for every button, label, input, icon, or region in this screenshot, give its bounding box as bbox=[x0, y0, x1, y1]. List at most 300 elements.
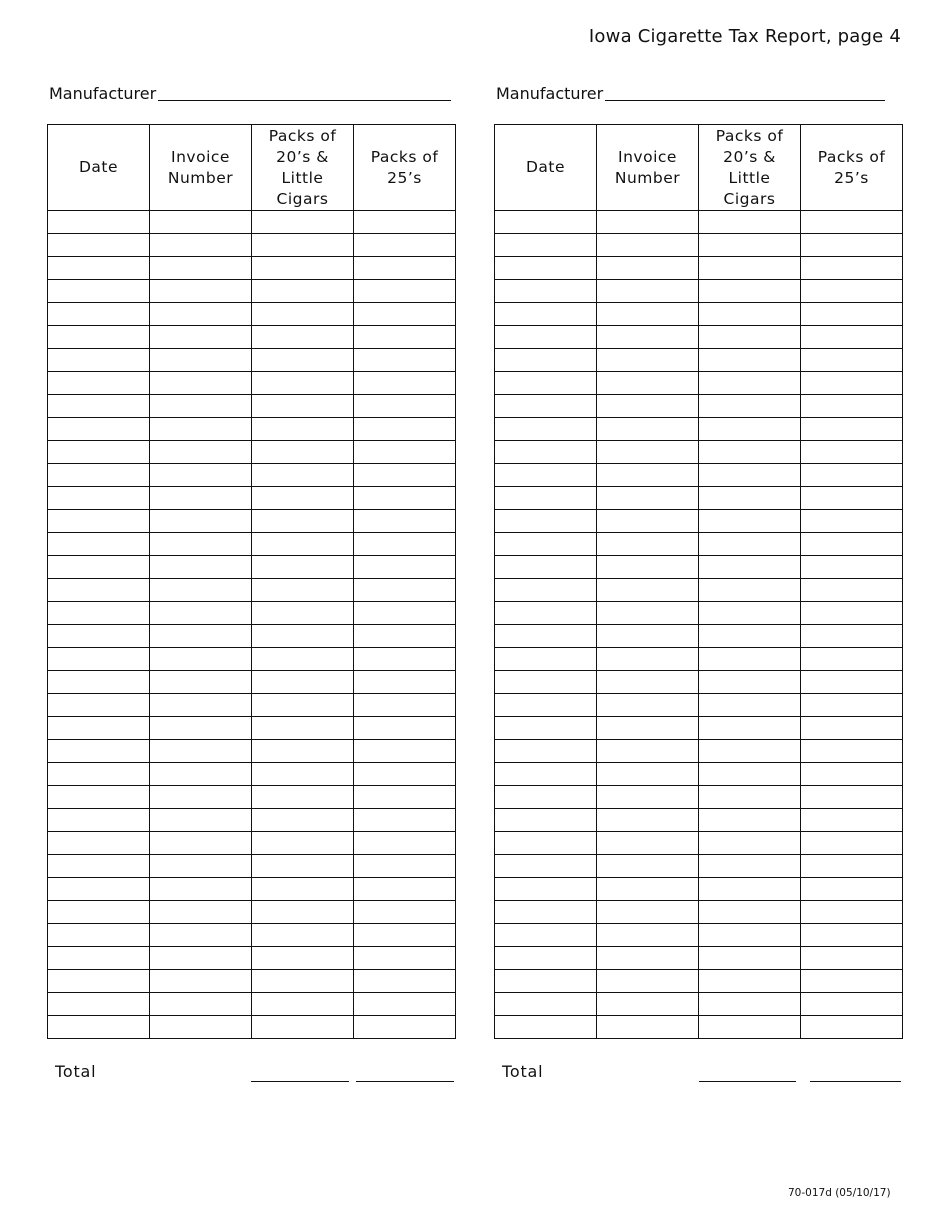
packs-25s-cell[interactable] bbox=[354, 441, 456, 464]
date-cell[interactable] bbox=[495, 878, 597, 901]
packs-20s-cell[interactable] bbox=[252, 464, 354, 487]
packs-20s-cell[interactable] bbox=[252, 717, 354, 740]
invoice-number-cell[interactable] bbox=[150, 740, 252, 763]
packs-20s-cell[interactable] bbox=[252, 901, 354, 924]
packs-20s-cell[interactable] bbox=[252, 809, 354, 832]
date-cell[interactable] bbox=[495, 694, 597, 717]
date-cell[interactable] bbox=[495, 464, 597, 487]
invoice-number-cell[interactable] bbox=[150, 947, 252, 970]
invoice-number-cell[interactable] bbox=[597, 487, 699, 510]
date-cell[interactable] bbox=[495, 441, 597, 464]
packs-25s-cell[interactable] bbox=[801, 763, 903, 786]
packs-20s-cell[interactable] bbox=[252, 257, 354, 280]
date-cell[interactable] bbox=[495, 579, 597, 602]
packs-20s-cell[interactable] bbox=[252, 303, 354, 326]
invoice-number-cell[interactable] bbox=[597, 786, 699, 809]
packs-20s-cell[interactable] bbox=[699, 740, 801, 763]
packs-25s-cell[interactable] bbox=[801, 487, 903, 510]
invoice-number-cell[interactable] bbox=[150, 464, 252, 487]
packs-25s-cell[interactable] bbox=[354, 533, 456, 556]
date-cell[interactable] bbox=[48, 418, 150, 441]
packs-20s-cell[interactable] bbox=[252, 418, 354, 441]
packs-20s-cell[interactable] bbox=[252, 556, 354, 579]
packs-20s-cell[interactable] bbox=[699, 717, 801, 740]
date-cell[interactable] bbox=[495, 924, 597, 947]
invoice-number-cell[interactable] bbox=[597, 464, 699, 487]
packs-20s-cell[interactable] bbox=[252, 671, 354, 694]
packs-25s-cell[interactable] bbox=[354, 372, 456, 395]
packs-20s-cell[interactable] bbox=[699, 763, 801, 786]
date-cell[interactable] bbox=[495, 395, 597, 418]
packs-20s-cell[interactable] bbox=[252, 648, 354, 671]
date-cell[interactable] bbox=[48, 556, 150, 579]
invoice-number-cell[interactable] bbox=[150, 832, 252, 855]
invoice-number-cell[interactable] bbox=[150, 510, 252, 533]
invoice-number-cell[interactable] bbox=[597, 671, 699, 694]
packs-20s-cell[interactable] bbox=[699, 441, 801, 464]
invoice-number-cell[interactable] bbox=[597, 326, 699, 349]
date-cell[interactable] bbox=[495, 280, 597, 303]
packs-20s-cell[interactable] bbox=[699, 464, 801, 487]
packs-20s-cell[interactable] bbox=[252, 395, 354, 418]
invoice-number-cell[interactable] bbox=[150, 786, 252, 809]
date-cell[interactable] bbox=[495, 556, 597, 579]
date-cell[interactable] bbox=[495, 763, 597, 786]
invoice-number-cell[interactable] bbox=[597, 234, 699, 257]
packs-25s-cell[interactable] bbox=[801, 717, 903, 740]
packs-25s-cell[interactable] bbox=[354, 832, 456, 855]
invoice-number-cell[interactable] bbox=[597, 441, 699, 464]
table-row bbox=[495, 303, 903, 326]
invoice-number-cell[interactable] bbox=[597, 211, 699, 234]
packs-25s-cell[interactable] bbox=[801, 625, 903, 648]
packs-25s-cell[interactable] bbox=[354, 487, 456, 510]
invoice-number-cell[interactable] bbox=[597, 993, 699, 1016]
packs-25s-cell[interactable] bbox=[354, 671, 456, 694]
packs-20s-cell[interactable] bbox=[699, 786, 801, 809]
packs-25s-cell[interactable] bbox=[801, 694, 903, 717]
invoice-number-cell[interactable] bbox=[150, 602, 252, 625]
date-cell[interactable] bbox=[495, 257, 597, 280]
invoice-number-cell[interactable] bbox=[150, 671, 252, 694]
packs-20s-cell[interactable] bbox=[699, 303, 801, 326]
date-cell[interactable] bbox=[495, 349, 597, 372]
date-cell[interactable] bbox=[48, 372, 150, 395]
packs-20s-cell[interactable] bbox=[252, 970, 354, 993]
invoice-number-cell[interactable] bbox=[150, 234, 252, 257]
date-cell[interactable] bbox=[495, 809, 597, 832]
date-cell[interactable] bbox=[495, 487, 597, 510]
invoice-number-cell[interactable] bbox=[150, 349, 252, 372]
invoice-number-cell[interactable] bbox=[150, 556, 252, 579]
invoice-number-cell[interactable] bbox=[597, 763, 699, 786]
packs-25s-cell[interactable] bbox=[354, 1016, 456, 1039]
packs-25s-cell[interactable] bbox=[801, 671, 903, 694]
packs-25s-cell[interactable] bbox=[801, 993, 903, 1016]
packs-20s-cell[interactable] bbox=[252, 326, 354, 349]
date-cell[interactable] bbox=[48, 533, 150, 556]
invoice-number-cell[interactable] bbox=[150, 326, 252, 349]
packs-25s-cell[interactable] bbox=[354, 878, 456, 901]
date-cell[interactable] bbox=[495, 648, 597, 671]
date-cell[interactable] bbox=[48, 855, 150, 878]
invoice-number-cell[interactable] bbox=[150, 993, 252, 1016]
date-cell[interactable] bbox=[48, 464, 150, 487]
packs-20s-cell[interactable] bbox=[252, 924, 354, 947]
packs-25s-cell[interactable] bbox=[801, 579, 903, 602]
invoice-number-cell[interactable] bbox=[150, 395, 252, 418]
packs-20s-cell[interactable] bbox=[252, 487, 354, 510]
table-row bbox=[495, 602, 903, 625]
packs-20s-cell[interactable] bbox=[252, 602, 354, 625]
packs-25s-cell[interactable] bbox=[354, 280, 456, 303]
invoice-number-cell[interactable] bbox=[150, 878, 252, 901]
invoice-number-cell[interactable] bbox=[150, 970, 252, 993]
date-cell[interactable] bbox=[495, 1016, 597, 1039]
packs-25s-cell[interactable] bbox=[354, 740, 456, 763]
date-cell[interactable] bbox=[495, 326, 597, 349]
invoice-number-cell[interactable] bbox=[150, 855, 252, 878]
invoice-number-cell[interactable] bbox=[150, 694, 252, 717]
invoice-number-cell[interactable] bbox=[597, 832, 699, 855]
packs-25s-cell[interactable] bbox=[354, 809, 456, 832]
packs-25s-cell[interactable] bbox=[801, 970, 903, 993]
date-cell[interactable] bbox=[495, 510, 597, 533]
packs-25s-cell[interactable] bbox=[801, 602, 903, 625]
packs-20s-cell[interactable] bbox=[252, 349, 354, 372]
manufacturer-field[interactable] bbox=[158, 100, 451, 101]
date-cell[interactable] bbox=[495, 533, 597, 556]
invoice-number-cell[interactable] bbox=[150, 901, 252, 924]
invoice-number-cell[interactable] bbox=[150, 441, 252, 464]
date-cell[interactable] bbox=[48, 740, 150, 763]
packs-20s-cell[interactable] bbox=[252, 234, 354, 257]
packs-25s-cell[interactable] bbox=[801, 418, 903, 441]
invoice-number-cell[interactable] bbox=[150, 924, 252, 947]
packs-25s-cell[interactable] bbox=[801, 464, 903, 487]
date-cell[interactable] bbox=[48, 1016, 150, 1039]
invoice-number-cell[interactable] bbox=[150, 257, 252, 280]
packs-25s-cell[interactable] bbox=[354, 326, 456, 349]
packs-20s-cell[interactable] bbox=[699, 487, 801, 510]
date-cell[interactable] bbox=[48, 648, 150, 671]
packs-25s-cell[interactable] bbox=[354, 855, 456, 878]
packs-25s-cell[interactable] bbox=[354, 648, 456, 671]
packs-25s-cell[interactable] bbox=[801, 395, 903, 418]
date-cell[interactable] bbox=[495, 947, 597, 970]
packs-20s-cell[interactable] bbox=[252, 441, 354, 464]
packs-20s-cell[interactable] bbox=[699, 257, 801, 280]
date-cell[interactable] bbox=[495, 625, 597, 648]
packs-25s-cell[interactable] bbox=[354, 763, 456, 786]
date-cell[interactable] bbox=[48, 280, 150, 303]
packs-25s-cell[interactable] bbox=[801, 855, 903, 878]
packs-20s-cell[interactable] bbox=[699, 970, 801, 993]
packs-25s-cell[interactable] bbox=[354, 993, 456, 1016]
packs-25s-cell[interactable] bbox=[801, 533, 903, 556]
packs-25s-cell[interactable] bbox=[801, 947, 903, 970]
date-cell[interactable] bbox=[495, 211, 597, 234]
date-cell[interactable] bbox=[48, 349, 150, 372]
packs-25s-cell[interactable] bbox=[801, 740, 903, 763]
date-cell[interactable] bbox=[48, 579, 150, 602]
packs-25s-cell[interactable] bbox=[354, 556, 456, 579]
packs-20s-cell[interactable] bbox=[699, 280, 801, 303]
invoice-number-cell[interactable] bbox=[597, 602, 699, 625]
packs-20s-cell[interactable] bbox=[252, 211, 354, 234]
date-cell[interactable] bbox=[48, 510, 150, 533]
packs-20s-cell[interactable] bbox=[252, 280, 354, 303]
packs-20s-cell[interactable] bbox=[699, 326, 801, 349]
packs-25s-cell[interactable] bbox=[801, 441, 903, 464]
packs-20s-cell[interactable] bbox=[699, 671, 801, 694]
packs-25s-cell[interactable] bbox=[354, 602, 456, 625]
invoice-number-cell[interactable] bbox=[597, 878, 699, 901]
date-cell[interactable] bbox=[495, 901, 597, 924]
packs-25s-cell[interactable] bbox=[354, 257, 456, 280]
date-cell[interactable] bbox=[48, 947, 150, 970]
packs-25s-cell[interactable] bbox=[354, 211, 456, 234]
packs-25s-cell[interactable] bbox=[801, 648, 903, 671]
invoice-number-cell[interactable] bbox=[597, 395, 699, 418]
invoice-number-cell[interactable] bbox=[150, 487, 252, 510]
invoice-number-cell[interactable] bbox=[150, 625, 252, 648]
invoice-number-cell[interactable] bbox=[597, 372, 699, 395]
date-cell[interactable] bbox=[495, 372, 597, 395]
packs-25s-cell[interactable] bbox=[801, 556, 903, 579]
packs-20s-cell[interactable] bbox=[699, 602, 801, 625]
invoice-number-cell[interactable] bbox=[150, 579, 252, 602]
date-cell[interactable] bbox=[48, 395, 150, 418]
invoice-number-cell[interactable] bbox=[150, 303, 252, 326]
packs-25s-cell[interactable] bbox=[354, 901, 456, 924]
total-packs-20s-field[interactable] bbox=[251, 1081, 349, 1082]
packs-25s-cell[interactable] bbox=[354, 947, 456, 970]
invoice-number-cell[interactable] bbox=[150, 280, 252, 303]
packs-25s-cell[interactable] bbox=[354, 418, 456, 441]
packs-25s-cell[interactable] bbox=[354, 395, 456, 418]
total-packs-25s-field[interactable] bbox=[356, 1081, 454, 1082]
packs-20s-cell[interactable] bbox=[699, 1016, 801, 1039]
date-cell[interactable] bbox=[48, 878, 150, 901]
invoice-number-cell[interactable] bbox=[150, 763, 252, 786]
packs-20s-cell[interactable] bbox=[699, 625, 801, 648]
packs-20s-cell[interactable] bbox=[252, 372, 354, 395]
table-row bbox=[495, 809, 903, 832]
packs-20s-cell[interactable] bbox=[252, 625, 354, 648]
packs-20s-cell[interactable] bbox=[699, 579, 801, 602]
packs-20s-cell[interactable] bbox=[699, 510, 801, 533]
date-cell[interactable] bbox=[48, 763, 150, 786]
date-cell[interactable] bbox=[48, 326, 150, 349]
invoice-number-cell[interactable] bbox=[597, 740, 699, 763]
packs-25s-cell[interactable] bbox=[801, 924, 903, 947]
date-cell[interactable] bbox=[48, 211, 150, 234]
date-cell[interactable] bbox=[48, 970, 150, 993]
total-packs-20s-field[interactable] bbox=[699, 1081, 796, 1082]
invoice-number-cell[interactable] bbox=[150, 211, 252, 234]
packs-20s-cell[interactable] bbox=[699, 418, 801, 441]
packs-20s-cell[interactable] bbox=[252, 579, 354, 602]
date-cell[interactable] bbox=[48, 924, 150, 947]
packs-25s-cell[interactable] bbox=[801, 280, 903, 303]
invoice-number-cell[interactable] bbox=[597, 901, 699, 924]
date-cell[interactable] bbox=[48, 786, 150, 809]
date-cell[interactable] bbox=[48, 625, 150, 648]
packs-25s-cell[interactable] bbox=[801, 786, 903, 809]
packs-25s-cell[interactable] bbox=[801, 1016, 903, 1039]
date-cell[interactable] bbox=[48, 832, 150, 855]
invoice-number-cell[interactable] bbox=[150, 533, 252, 556]
date-cell[interactable] bbox=[495, 855, 597, 878]
invoice-number-cell[interactable] bbox=[597, 855, 699, 878]
invoice-number-cell[interactable] bbox=[597, 1016, 699, 1039]
packs-25s-cell[interactable] bbox=[801, 901, 903, 924]
invoice-number-cell[interactable] bbox=[597, 809, 699, 832]
date-cell[interactable] bbox=[48, 257, 150, 280]
date-cell[interactable] bbox=[495, 671, 597, 694]
date-cell[interactable] bbox=[495, 832, 597, 855]
packs-25s-cell[interactable] bbox=[801, 832, 903, 855]
date-cell[interactable] bbox=[48, 602, 150, 625]
packs-25s-cell[interactable] bbox=[354, 924, 456, 947]
packs-25s-cell[interactable] bbox=[801, 257, 903, 280]
packs-20s-cell[interactable] bbox=[699, 349, 801, 372]
packs-25s-cell[interactable] bbox=[801, 510, 903, 533]
packs-20s-cell[interactable] bbox=[699, 993, 801, 1016]
invoice-number-cell[interactable] bbox=[597, 418, 699, 441]
date-cell[interactable] bbox=[48, 487, 150, 510]
packs-25s-cell[interactable] bbox=[354, 303, 456, 326]
date-cell[interactable] bbox=[48, 993, 150, 1016]
invoice-number-cell[interactable] bbox=[597, 648, 699, 671]
packs-20s-cell[interactable] bbox=[252, 510, 354, 533]
packs-20s-cell[interactable] bbox=[252, 740, 354, 763]
packs-20s-cell[interactable] bbox=[699, 533, 801, 556]
invoice-number-cell[interactable] bbox=[597, 533, 699, 556]
packs-25s-cell[interactable] bbox=[354, 786, 456, 809]
packs-20s-cell[interactable] bbox=[699, 556, 801, 579]
packs-25s-cell[interactable] bbox=[354, 717, 456, 740]
invoice-number-cell[interactable] bbox=[597, 349, 699, 372]
invoice-number-cell[interactable] bbox=[597, 257, 699, 280]
packs-20s-cell[interactable] bbox=[699, 395, 801, 418]
invoice-number-cell[interactable] bbox=[150, 1016, 252, 1039]
packs-20s-cell[interactable] bbox=[699, 832, 801, 855]
packs-20s-cell[interactable] bbox=[699, 855, 801, 878]
packs-20s-cell[interactable] bbox=[699, 694, 801, 717]
packs-25s-cell[interactable] bbox=[801, 303, 903, 326]
packs-25s-cell[interactable] bbox=[801, 372, 903, 395]
date-cell[interactable] bbox=[48, 717, 150, 740]
invoice-number-cell[interactable] bbox=[597, 947, 699, 970]
invoice-number-cell[interactable] bbox=[597, 280, 699, 303]
packs-25s-cell[interactable] bbox=[354, 234, 456, 257]
packs-25s-cell[interactable] bbox=[354, 625, 456, 648]
packs-25s-cell[interactable] bbox=[354, 694, 456, 717]
packs-20s-cell[interactable] bbox=[252, 763, 354, 786]
packs-20s-cell[interactable] bbox=[699, 372, 801, 395]
invoice-number-cell[interactable] bbox=[150, 717, 252, 740]
date-cell[interactable] bbox=[495, 303, 597, 326]
invoice-number-cell[interactable] bbox=[597, 303, 699, 326]
packs-20s-cell[interactable] bbox=[699, 809, 801, 832]
packs-20s-cell[interactable] bbox=[699, 947, 801, 970]
invoice-number-cell[interactable] bbox=[150, 648, 252, 671]
packs-20s-cell[interactable] bbox=[252, 878, 354, 901]
date-cell[interactable] bbox=[48, 303, 150, 326]
packs-20s-cell[interactable] bbox=[699, 901, 801, 924]
invoice-number-cell[interactable] bbox=[597, 625, 699, 648]
invoice-number-cell[interactable] bbox=[597, 579, 699, 602]
date-cell[interactable] bbox=[495, 602, 597, 625]
packs-25s-cell[interactable] bbox=[354, 579, 456, 602]
invoice-number-cell[interactable] bbox=[150, 372, 252, 395]
date-cell[interactable] bbox=[48, 441, 150, 464]
invoice-number-cell[interactable] bbox=[597, 510, 699, 533]
invoice-number-cell[interactable] bbox=[597, 717, 699, 740]
packs-20s-cell[interactable] bbox=[699, 924, 801, 947]
date-cell[interactable] bbox=[495, 740, 597, 763]
packs-20s-cell[interactable] bbox=[252, 832, 354, 855]
invoice-number-cell[interactable] bbox=[150, 809, 252, 832]
manufacturer-field[interactable] bbox=[605, 100, 885, 101]
packs-25s-cell[interactable] bbox=[801, 326, 903, 349]
invoice-number-cell[interactable] bbox=[597, 694, 699, 717]
date-cell[interactable] bbox=[495, 234, 597, 257]
packs-20s-cell[interactable] bbox=[252, 993, 354, 1016]
date-cell[interactable] bbox=[48, 901, 150, 924]
packs-20s-cell[interactable] bbox=[699, 648, 801, 671]
packs-20s-cell[interactable] bbox=[699, 234, 801, 257]
packs-20s-cell[interactable] bbox=[252, 533, 354, 556]
packs-20s-cell[interactable] bbox=[699, 878, 801, 901]
packs-25s-cell[interactable] bbox=[801, 809, 903, 832]
packs-20s-cell[interactable] bbox=[252, 947, 354, 970]
total-packs-25s-field[interactable] bbox=[810, 1081, 901, 1082]
packs-20s-cell[interactable] bbox=[252, 855, 354, 878]
packs-25s-cell[interactable] bbox=[354, 349, 456, 372]
table-row bbox=[48, 855, 456, 878]
packs-25s-cell[interactable] bbox=[801, 234, 903, 257]
invoice-number-cell[interactable] bbox=[597, 556, 699, 579]
packs-25s-cell[interactable] bbox=[801, 349, 903, 372]
packs-25s-cell[interactable] bbox=[801, 878, 903, 901]
date-cell[interactable] bbox=[48, 809, 150, 832]
packs-20s-cell[interactable] bbox=[252, 1016, 354, 1039]
packs-25s-cell[interactable] bbox=[354, 510, 456, 533]
packs-20s-cell[interactable] bbox=[252, 694, 354, 717]
manufacturer-row bbox=[496, 84, 885, 103]
packs-20s-cell[interactable] bbox=[252, 786, 354, 809]
date-cell[interactable] bbox=[495, 993, 597, 1016]
packs-25s-cell[interactable] bbox=[354, 464, 456, 487]
date-cell[interactable] bbox=[48, 671, 150, 694]
date-cell[interactable] bbox=[48, 234, 150, 257]
date-cell[interactable] bbox=[495, 786, 597, 809]
invoice-number-cell[interactable] bbox=[597, 970, 699, 993]
invoice-number-cell[interactable] bbox=[150, 418, 252, 441]
invoice-number-cell[interactable] bbox=[597, 924, 699, 947]
total-label: Total bbox=[55, 1062, 97, 1081]
date-cell[interactable] bbox=[48, 694, 150, 717]
date-cell[interactable] bbox=[495, 970, 597, 993]
packs-20s-cell[interactable] bbox=[699, 211, 801, 234]
date-cell[interactable] bbox=[495, 418, 597, 441]
date-cell[interactable] bbox=[495, 717, 597, 740]
packs-25s-cell[interactable] bbox=[354, 970, 456, 993]
packs-25s-cell[interactable] bbox=[801, 211, 903, 234]
